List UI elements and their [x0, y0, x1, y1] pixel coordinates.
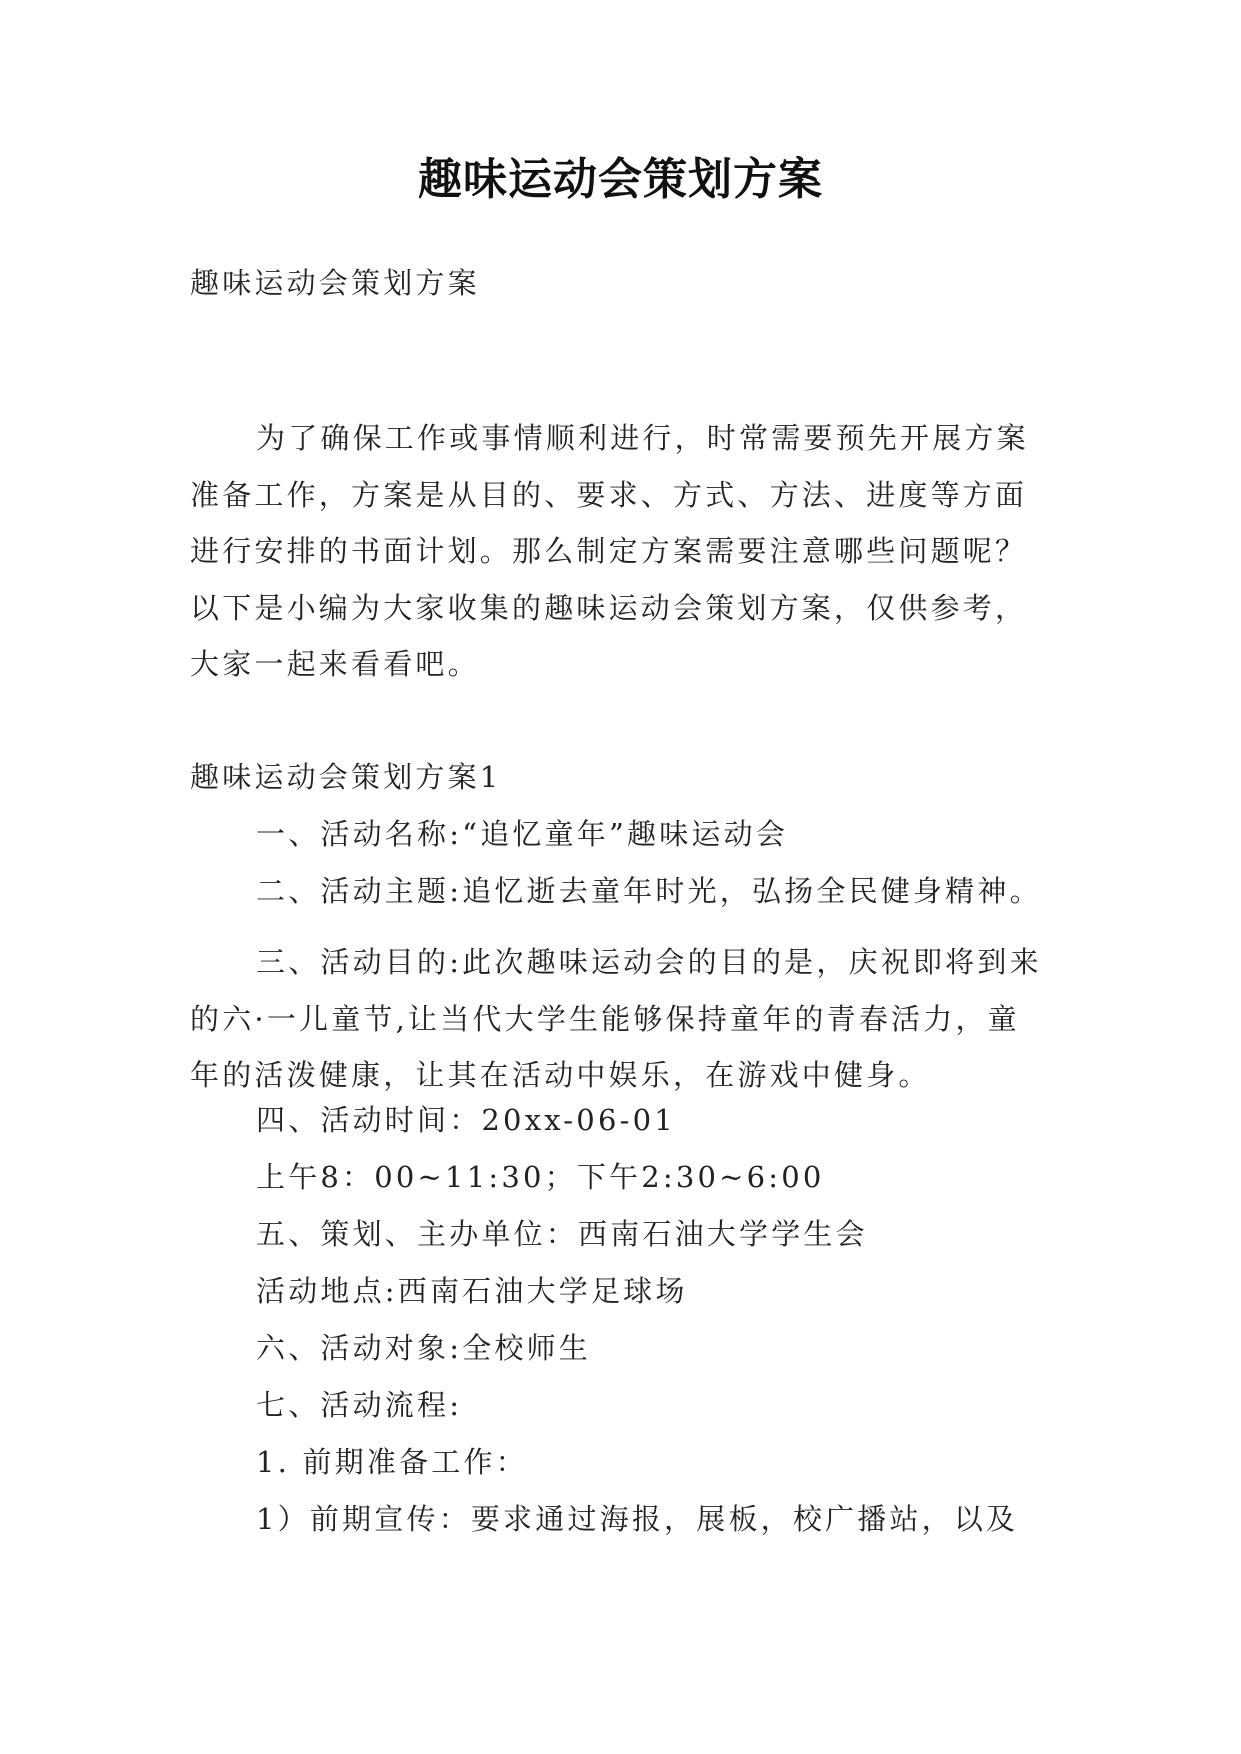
- item-activity-time: 上午8：00~11:30；下午2:30~6:00: [256, 1160, 825, 1194]
- step-publicity: 1）前期宣传：要求通过海报，展板，校广播站，以及: [256, 1502, 1019, 1536]
- intro-paragraph: 为了确保工作或事情顺利进行，时常需要预先开展方案准备工作，方案是从目的、要求、方式、方法、进度等方面进行安排的书面计划。那么制定方案需要注意哪些问题呢？以下是小编为大家收集的趣味运动会策划方案，仅供参考，大家一起来看看吧。: [190, 421, 1029, 681]
- item-activity-theme: 二、活动主题:追忆逝去童年时光，弘扬全民健身精神。: [256, 874, 1042, 908]
- section-heading: 趣味运动会策划方案1: [190, 760, 502, 794]
- step-preparation: 1. 前期准备工作：: [256, 1445, 528, 1479]
- item-activity-date: 四、活动时间：20xx-06-01: [256, 1103, 676, 1137]
- item-organizer: 五、策划、主办单位：西南石油大学学生会: [256, 1217, 868, 1251]
- item-activity-purpose: 三、活动目的:此次趣味运动会的目的是，庆祝即将到来的六·一儿童节,让当代大学生能够保持童年的青春活力，童年的活泼健康，让其在活动中娱乐，在游戏中健身。: [190, 945, 1042, 1092]
- document-title: 趣味运动会策划方案: [418, 154, 823, 205]
- item-location: 活动地点:西南石油大学足球场: [256, 1274, 688, 1308]
- document-subtitle: 趣味运动会策划方案: [190, 266, 480, 300]
- item-participants: 六、活动对象:全校师生: [256, 1331, 591, 1365]
- item-process: 七、活动流程:: [256, 1388, 463, 1422]
- item-activity-name: 一、活动名称:“追忆童年”趣味运动会: [256, 817, 789, 851]
